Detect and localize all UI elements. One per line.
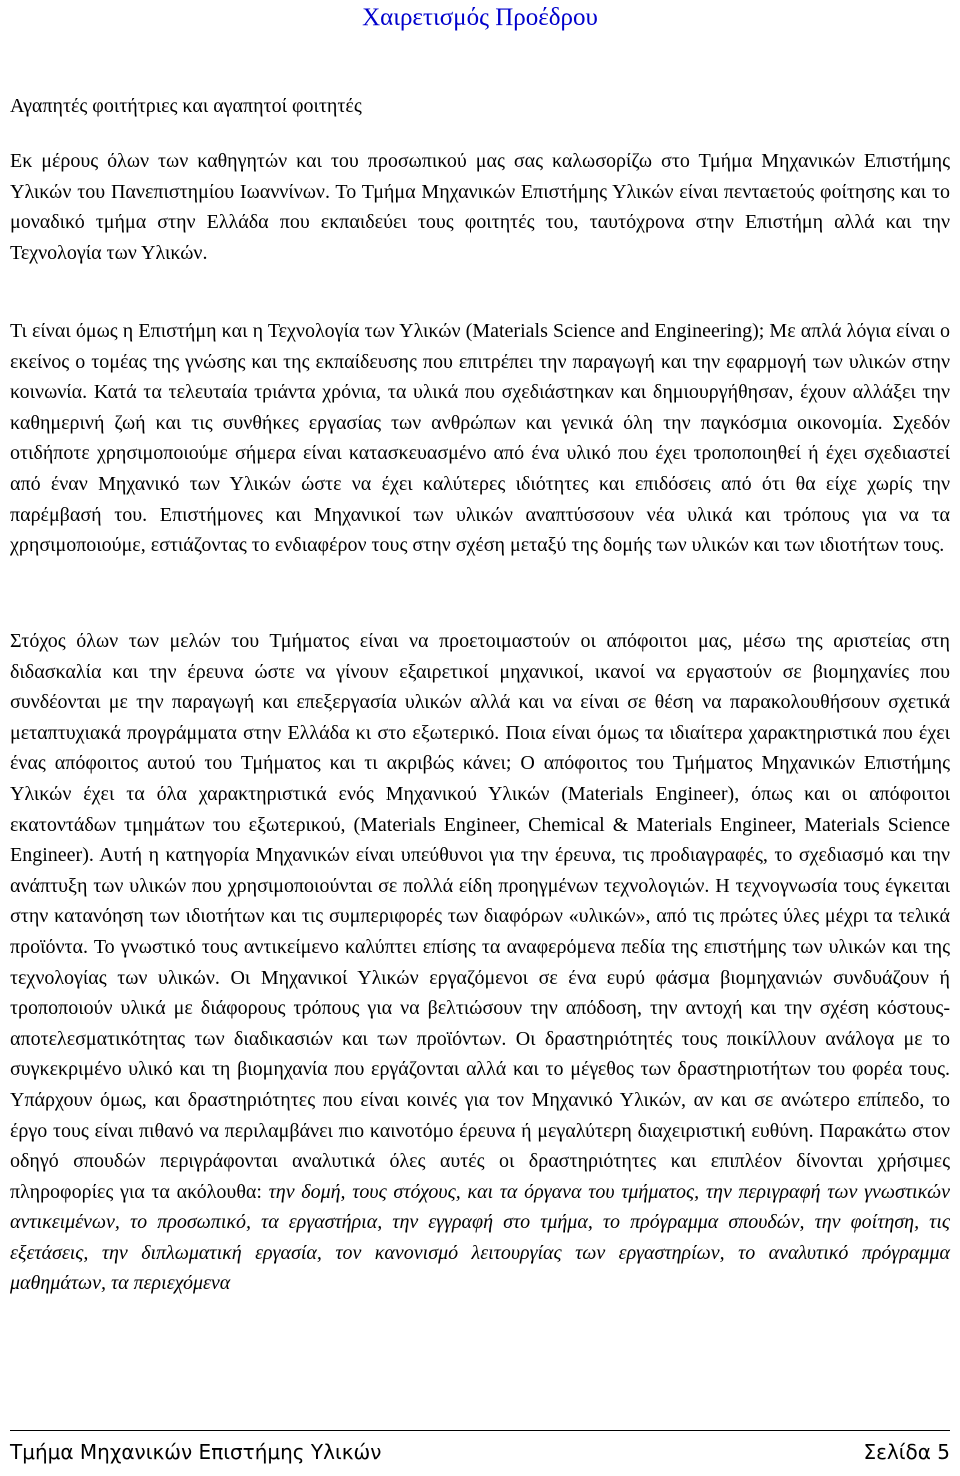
paragraph-goals-text: Στόχος όλων των μελών του Τμήματος είναι να προετοιμαστούν οι απόφοιτοι μας, μέσω της αριστείας στη διδασκαλία και την έρευνα ώστε να γίνουν εξαιρετικοί μηχανικοί, ικανοί να εργαστούν σε βιομηχανίες που συνδέονται με την παραγωγή και επεξεργασία υλικών αλλά και να είναι σε θέση να παρακολουθήσουν σχετικά μεταπτυχιακά προγράμματα στην Ελλάδα κι στο εξωτερικό. Ποια είναι όμως τα ιδιαίτερα χαρακτηριστικά που έχει ένας απόφοιτος αυτού του Τμήματος και τι ακριβώς κάνει; Ο απόφοιτος του Τμήματος Μηχανικών Επιστήμης Υλικών έχει τα όλα χαρακτηριστικά ενός Μηχανικού Υλικών (Materials Engineer), όπως και οι απόφοιτοι εκατοντάδων τμημάτων του εξωτερικού, (Materials Engineer, Chemical & Materials Engineer, Materials Science Engineer). Αυτή η κατηγορία Μηχανικών είναι υπεύθυνοι για την έρευνα, τις προδιαγραφές, το σχεδιασμό και την ανάπτυξη των υλικών που χρησιμοποιούνται σε πολλά είδη προηγμένων τεχνολογιών. Η τεχνογνωσία τους έγκειται στην κατανόηση των ιδιοτήτων και τις συμπεριφορές των διαφόρων «υλικών», από τις πρώτες ύλες μέχρι τα τελικά προϊόντα. Το γνωστικό τους αντικείμενο καλύπτει επίσης τα αναφερόμενα πεδία της επιστήμης των υλικών και της τεχνολογίας των υλικών. Οι Μηχανικοί Υλικών εργαζόμενοι σε ένα ευρύ φάσμα βιομηχανιών συνδυάζουν ή τροποποιούν υλικά με διάφορους τρόπους για να βελτιώσουν την απόδοση, την αντοχή και την σχέση κόστους-αποτελεσματικότητας των διαδικασιών και των προϊόντων. Οι δραστηριότητές τους ποικίλλουν ανάλογα με το συγκεκριμένο υλικό και τη βιομηχανία που εργάζονται αλλά και το μέγεθος των δραστηριοτήτων του φορέα τους. Υπάρχουν όμως, και δραστηριότητες που είναι κοινές για τον Μηχανικό Υλικών, αν και σε ανώτερο επίπεδο, το έργο τους είναι πιθανό να περιλαμβάνει πιο καινοτόμο έρευνα ή μεγαλύτερη διαχειριστική ευθύνη. Παρακάτω στον οδηγό σπουδών περιγράφονται αναλυτικά όλες αυτές οι δραστηριότητες και επιπλέον δίνονται χρήσιμες πληροφορίες για τα ακόλουθα: bbox=[10, 630, 950, 1203]
page-footer bbox=[10, 1430, 950, 1469]
footer-department: Τμήμα Μηχανικών Επιστήμης Υλικών bbox=[10, 1440, 382, 1464]
footer-page-number: Σελίδα 5 bbox=[863, 1440, 950, 1464]
greeting-line: Αγαπητές φοιτήτριες και αγαπητοί φοιτητές bbox=[10, 95, 362, 117]
paragraph-department-goals bbox=[10, 626, 950, 1299]
page-title: Χαιρετισμός Προέδρου bbox=[362, 4, 598, 31]
paragraph-materials-science: Τι είναι όμως η Επιστήμη και η Τεχνολογία των Υλικών (Materials Science and Engineering); Με απλά λόγια είναι ο εκείνος ο τομέας της γνώσης και της εκπαίδευσης που επιτρέπει την παραγωγή και την εφαρμογή των υλικών στην κοινωνία. Κατά τα τελευταία τριάντα χρόνια, τα υλικά που σχεδιάστηκαν και δημιουργήθησαν, έχουν αλλάξει την καθημερινή ζωή και τις συνθήκες εργασίας των ανθρώπων και γενικά όλη την παγκόσμια οικονομία. Σχεδόν οτιδήποτε χρησιμοποιούμε σήμερα είναι κατασκευασμένο από ένα υλικό που έχει τροποποιηθεί ή έχει σχεδιαστεί από έναν Μηχανικό των Υλικών ώστε να έχει καλύτερες ιδιότητες και επιδόσεις από ότι θα είχε χωρίς την παρέμβασή του. Επιστήμονες και Μηχανικοί των υλικών αναπτύσσουν νέα υλικά και τρόπους για να τα χρησιμοποιούμε, εστιάζοντας το ενδιαφέρον τους στην σχέση μεταξύ της δομής των υλικών και των ιδιοτήτων τους. bbox=[10, 320, 950, 557]
paragraph-goals-italic-list: την δομή, τους στόχους, και τα όργανα του τμήματος, την περιγραφή των γνωστικών αντικειμένων, το προσωπικό, τα εργαστήρια, την εγγραφή στο τμήμα, το πρόγραμμα σπουδών, την φοίτηση, τις εξετάσεις, την διπλωματική εργασία, τον κανονισμό λειτουργίας των εργαστηρίων, το αναλυτικό πρόγραμμα μαθημάτων, τα περιεχόμενα bbox=[10, 1180, 950, 1295]
paragraph-welcome: Εκ μέρους όλων των καθηγητών και του προσωπικού μας σας καλωσορίζω στο Τμήμα Μηχανικών Επιστήμης Υλικών του Πανεπιστημίου Ιωαννίνων. Το Τμήμα Μηχανικών Επιστήμης Υλικών είναι πενταετούς φοίτησης και το μοναδικό τμήμα στην Ελλάδα που εκπαιδεύει τους φοιτητές του, ταυτόχρονα στην Επιστήμη αλλά και την Τεχνολογία των Υλικών. bbox=[10, 150, 950, 264]
